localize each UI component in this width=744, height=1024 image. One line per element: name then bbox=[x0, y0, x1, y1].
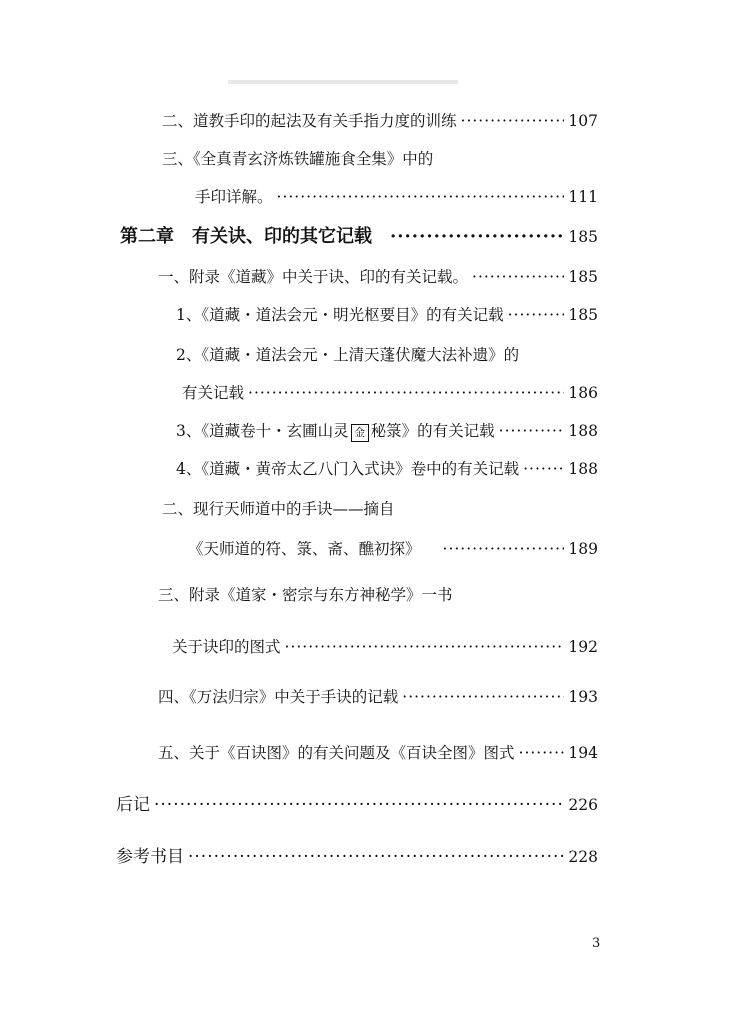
leader-dots bbox=[461, 106, 565, 136]
toc-entry[interactable] bbox=[176, 454, 598, 484]
toc-entry-title: 三、附录《道家・密宗与东方神秘学》一书 bbox=[158, 586, 453, 604]
toc-entry[interactable] bbox=[176, 416, 598, 446]
toc-entry-title: 四、《万法归宗》中关于手诀的记载 bbox=[158, 688, 399, 706]
leader-dots bbox=[472, 262, 564, 292]
toc-entry-title: 4、《道藏・黄帝太乙八门入式诀》卷中的有关记载 bbox=[176, 460, 520, 478]
leader-dots bbox=[248, 378, 564, 408]
toc-entry-page: 192 bbox=[568, 638, 598, 656]
leader-dots bbox=[508, 300, 565, 330]
leader-dots bbox=[443, 534, 565, 564]
toc-entry-title: 1、《道藏・道法会元・明光枢要目》的有关记载 bbox=[176, 306, 504, 324]
leader-dots bbox=[390, 222, 564, 252]
toc-entry[interactable] bbox=[176, 340, 519, 370]
toc-entry-page: 185 bbox=[568, 228, 598, 246]
leader-dots bbox=[277, 182, 565, 212]
toc-entry-title: 后记 bbox=[116, 795, 150, 815]
toc-entry[interactable] bbox=[158, 580, 453, 610]
page-number: 3 bbox=[592, 936, 601, 951]
toc-entry[interactable] bbox=[188, 534, 598, 564]
top-rule bbox=[228, 80, 458, 84]
toc-entry-title: 五、关于《百诀图》的有关问题及《百诀全图》图式 bbox=[158, 744, 515, 762]
toc-entry-page: 107 bbox=[568, 112, 598, 130]
toc-entry-title: 有关记载 bbox=[182, 384, 245, 402]
toc-entry[interactable] bbox=[158, 682, 598, 712]
toc-entry-page: 185 bbox=[568, 268, 598, 286]
toc-entry-page: 189 bbox=[568, 540, 598, 558]
leader-dots bbox=[402, 682, 564, 712]
toc-entry-page: 188 bbox=[568, 460, 598, 478]
toc-entry[interactable] bbox=[116, 790, 598, 820]
toc-entry[interactable] bbox=[158, 262, 598, 292]
toc-entry-title: 参考书目 bbox=[116, 847, 184, 867]
toc-entry-title-b: 秘箓》的有关记载 bbox=[370, 422, 495, 440]
toc-entry-title: 手印详解。 bbox=[195, 188, 273, 206]
toc-entry-page: 186 bbox=[568, 384, 598, 402]
toc-entry-page: 194 bbox=[568, 744, 598, 762]
toc-entry-page: 228 bbox=[568, 848, 598, 866]
toc-entry[interactable] bbox=[158, 738, 598, 768]
toc-entry-title: 二、道教手印的起法及有关手指力度的训练 bbox=[162, 112, 457, 130]
toc-entry-title: 三、《全真青玄济炼铁罐施食全集》中的 bbox=[162, 150, 434, 168]
toc-entry[interactable] bbox=[176, 300, 598, 330]
toc-entry-title: 2、《道藏・道法会元・上清天蓬伏魔大法补遗》的 bbox=[176, 346, 520, 364]
toc-entry[interactable] bbox=[195, 182, 598, 212]
toc-entry-page: 193 bbox=[568, 688, 598, 706]
seal-glyph: 金 bbox=[351, 424, 369, 442]
leader-dots bbox=[523, 454, 564, 484]
chapter-heading[interactable] bbox=[120, 222, 598, 252]
toc-entry[interactable] bbox=[162, 494, 395, 524]
leader-dots bbox=[285, 632, 565, 662]
toc-entry[interactable] bbox=[182, 378, 598, 408]
leader-dots bbox=[154, 790, 564, 820]
toc-entry-title-a: 3、《道藏卷十・玄圃山灵 bbox=[176, 422, 349, 440]
toc-entry-page: 226 bbox=[568, 796, 598, 814]
leader-dots bbox=[188, 842, 564, 872]
toc-entry[interactable] bbox=[162, 144, 433, 174]
leader-dots bbox=[519, 738, 565, 768]
toc-entry-page: 111 bbox=[568, 188, 598, 206]
leader-dots bbox=[499, 416, 565, 446]
toc-entry[interactable] bbox=[162, 106, 598, 136]
toc-entry-title: 一、附录《道藏》中关于诀、印的有关记载。 bbox=[158, 268, 469, 286]
toc-entry-title: 关于诀印的图式 bbox=[172, 638, 281, 656]
chapter-title: 第二章 有关诀、印的其它记载 bbox=[120, 226, 372, 247]
toc-entry-title: 二、现行天师道中的手诀——摘自 bbox=[162, 500, 395, 518]
toc-entry[interactable] bbox=[172, 632, 598, 662]
toc-entry-page: 188 bbox=[568, 422, 598, 440]
toc-entry[interactable] bbox=[116, 842, 598, 872]
toc-entry-page: 185 bbox=[568, 306, 598, 324]
toc-entry-title: 《天师道的符、箓、斋、醮初探》 bbox=[188, 540, 421, 558]
